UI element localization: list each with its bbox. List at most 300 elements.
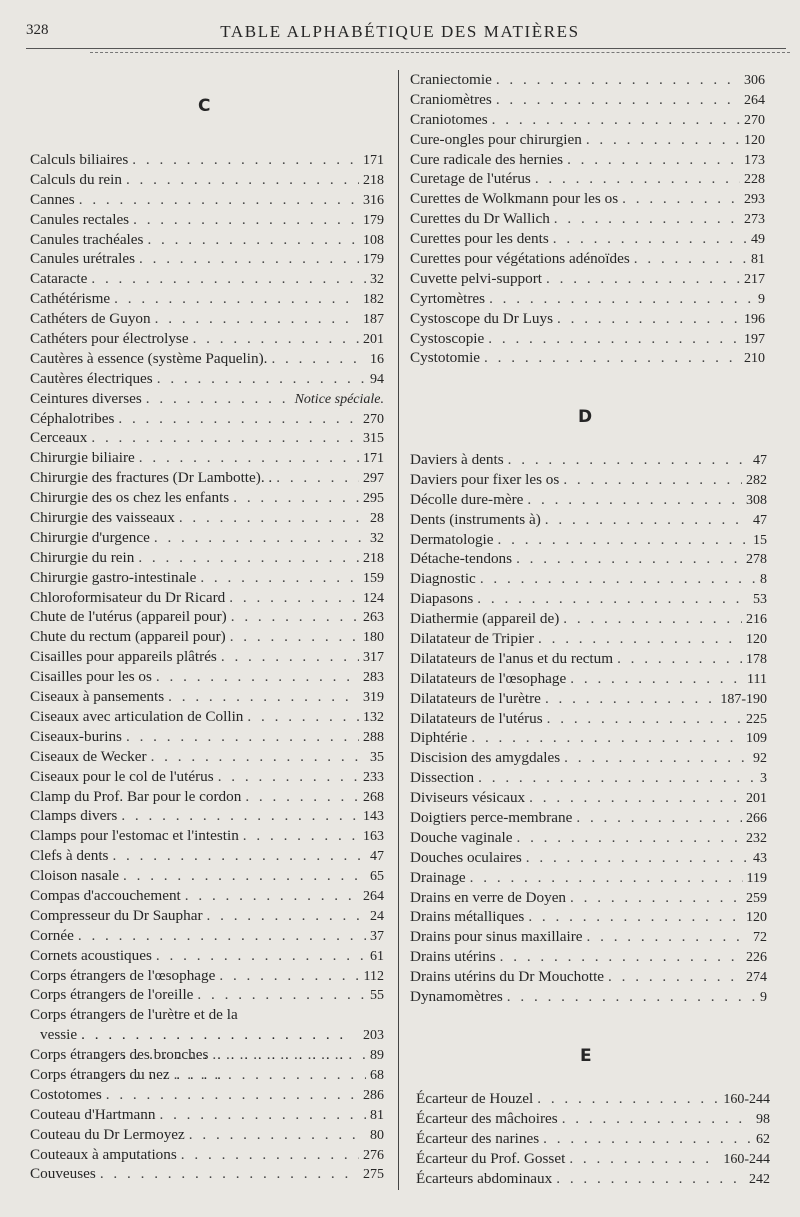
entry-label: Dermatologie: [410, 530, 494, 548]
index-entry: [30, 289, 384, 309]
leader-dots: [219, 966, 359, 986]
entry-page: 187: [363, 312, 384, 328]
entry-page: 286: [363, 1087, 384, 1103]
entry-label: Canules trachéales: [30, 230, 144, 248]
entry-page: 112: [363, 968, 384, 984]
leader-dots: [91, 269, 366, 289]
leader-dots: [245, 787, 359, 807]
leader-dots: [478, 768, 756, 788]
entry-page: 24: [370, 908, 384, 924]
entry-page: 203: [363, 1028, 384, 1044]
index-entry: [410, 888, 767, 908]
entry-page: 210: [744, 351, 765, 367]
entry-label: Douches oculaires: [410, 848, 522, 866]
index-entry: [30, 588, 384, 608]
entry-page: 160-244: [723, 1092, 770, 1107]
leader-dots: [132, 150, 359, 170]
entry-page: 171: [363, 153, 384, 168]
leader-dots: [516, 549, 742, 569]
index-entry: [410, 768, 767, 788]
leader-dots: [563, 470, 742, 490]
index-entry: [410, 348, 765, 368]
index-entry: [30, 170, 384, 190]
entry-page: 9: [760, 990, 767, 1006]
leader-dots: [181, 1145, 359, 1165]
entry-label: Drainage: [410, 868, 466, 886]
entry-label: Chirurgie d'urgence: [30, 528, 150, 546]
leader-dots: [156, 667, 359, 687]
leader-dots: [508, 450, 749, 470]
leader-dots: [634, 249, 747, 269]
entry-page: 315: [363, 431, 384, 447]
index-entry: [410, 629, 767, 649]
entry-page: 283: [363, 670, 384, 686]
leader-dots: [556, 1169, 745, 1189]
entry-page: 259: [746, 890, 767, 906]
entry-page: 9: [758, 291, 765, 307]
entry-label: Diphtérie: [410, 729, 468, 747]
entry-page: 49: [751, 232, 765, 248]
index-entry: [410, 868, 767, 888]
entry-page: 242: [749, 1171, 770, 1187]
leader-dots: [218, 767, 359, 787]
index-entry: [30, 1164, 384, 1184]
leader-dots: [154, 528, 366, 548]
entry-page: 187-190: [720, 691, 767, 707]
leader-dots: [156, 946, 366, 966]
entry-page: 61: [370, 948, 384, 964]
c-entries-right-list: [410, 70, 765, 368]
entry-label: Cathéters pour électrolyse: [30, 330, 189, 348]
leader-dots: [100, 1164, 359, 1184]
leader-dots: [112, 846, 366, 866]
entry-page: 15: [753, 532, 767, 548]
entry-label: Cure radicale des hernies: [410, 150, 564, 168]
entry-page: 62: [756, 1131, 770, 1147]
entry-page: 201: [363, 332, 384, 348]
index-entry: [30, 1045, 384, 1065]
index-entry: [410, 669, 767, 689]
index-entry: [410, 289, 765, 309]
index-entry: [410, 728, 767, 748]
entry-page: 124: [363, 590, 384, 606]
d-entries-list: [410, 450, 767, 1007]
entry-page: 317: [363, 650, 384, 666]
entry-label: Calculs biliaires: [30, 151, 129, 168]
entry-label: Compas d'accouchement: [30, 886, 181, 904]
leader-dots: [480, 569, 756, 589]
index-entry: [30, 389, 384, 409]
entry-label: Cystoscope du Dr Luys: [410, 309, 554, 327]
entry-label: Dilatateurs de l'œsophage: [410, 669, 567, 687]
index-entry: [410, 907, 767, 927]
index-entry: [30, 1145, 384, 1165]
index-entry: [410, 848, 767, 868]
index-entry: [416, 1129, 770, 1149]
entry-label: Compresseur du Dr Sauphar: [30, 906, 203, 924]
index-entry: [410, 510, 767, 530]
entry-page: 180: [363, 630, 384, 646]
entry-page: 275: [363, 1167, 384, 1183]
entry-page: 53: [753, 592, 767, 608]
entry-page: 120: [746, 910, 767, 926]
entry-label: Écarteur des narines: [416, 1129, 540, 1147]
index-entry: [410, 189, 765, 209]
entry-page: 171: [363, 451, 384, 467]
leader-dots: [496, 90, 740, 110]
entry-page: 270: [744, 112, 765, 128]
entry-label: Cathétérisme: [30, 290, 111, 308]
entry-page: 196: [744, 311, 765, 327]
entry-label: Clamp du Prof. Bar pour le cordon: [30, 787, 242, 805]
section-letter-d: D: [578, 407, 594, 427]
leader-dots: [537, 1089, 719, 1109]
entry-label: Décolle dure-mère: [410, 490, 524, 508]
entry-label: Drains pour sinus maxillaire: [410, 928, 583, 946]
entry-page: 316: [363, 192, 384, 208]
leader-dots: [231, 607, 359, 627]
entry-label: Cure-ongles pour chirurgien: [410, 130, 582, 148]
index-entry: [30, 568, 384, 588]
index-entry: [30, 866, 384, 886]
entry-label: Diathermie (appareil de): [410, 610, 560, 628]
entry-page: 225: [746, 711, 767, 727]
entry-label: Dilatateurs de l'urètre: [410, 689, 541, 707]
entry-label: Écarteur des mâchoires: [416, 1109, 558, 1127]
leader-dots: [179, 508, 366, 528]
leader-dots: [526, 848, 749, 868]
index-entry: [30, 1125, 384, 1145]
entry-page: 270: [363, 411, 384, 427]
leader-dots: [126, 170, 359, 190]
index-entry: [30, 627, 384, 647]
index-entry: [30, 727, 384, 747]
entry-label: Diviseurs vésicaux: [410, 789, 526, 807]
entry-page: 81: [751, 252, 765, 268]
page-title: TABLE ALPHABÉTIQUE DES MATIÈRES: [220, 22, 580, 41]
index-entry: [410, 150, 765, 170]
index-entry: [30, 647, 384, 667]
entry-page: 297: [363, 471, 384, 487]
entry-page: 80: [370, 1127, 384, 1143]
index-entry: [30, 349, 384, 369]
entry-label: Couveuses: [30, 1165, 96, 1183]
leader-dots: [200, 568, 359, 588]
leader-dots: [567, 150, 740, 170]
entry-label: Cystoscopie: [410, 329, 485, 347]
entry-page: 233: [363, 769, 384, 785]
entry-page: 278: [746, 552, 767, 568]
leader-dots: [185, 886, 359, 906]
index-entry: [410, 470, 767, 490]
leader-dots: [147, 230, 359, 250]
leader-dots: [608, 967, 742, 987]
entry-page: 197: [744, 331, 765, 347]
index-entry: [410, 808, 767, 828]
leader-dots: [118, 409, 359, 429]
leader-dots: [126, 727, 359, 747]
leader-dots: [233, 488, 359, 508]
index-entry: [30, 767, 384, 787]
entry-page: 109: [746, 731, 767, 747]
entry-page: 226: [746, 950, 767, 966]
entry-page: 288: [363, 729, 384, 745]
leader-dots: [276, 468, 359, 488]
index-entry: [410, 549, 767, 569]
entry-label: Diagnostic: [410, 570, 476, 588]
leader-dots: [159, 1105, 366, 1125]
entry-page: 132: [363, 709, 384, 725]
index-entry: [410, 987, 767, 1007]
leader-dots: [554, 209, 740, 229]
index-entry: [30, 329, 384, 349]
leader-dots: [212, 1045, 366, 1065]
entry-page: 28: [370, 511, 384, 527]
entry-label: Corps étrangers du nez: [30, 1065, 170, 1083]
index-entry: [30, 230, 384, 250]
leader-dots: [528, 907, 742, 927]
entry-page: 179: [363, 212, 384, 228]
leader-dots: [139, 448, 359, 468]
index-entry: [30, 985, 384, 1005]
entry-label: Doigtiers perce-membrane: [410, 809, 573, 827]
entry-label: Cautères à essence (système Paquelin).: [30, 349, 268, 367]
entry-page: 8: [760, 572, 767, 588]
entry-page: 159: [363, 570, 384, 586]
leader-dots: [189, 1125, 366, 1145]
leader-dots: [151, 747, 366, 767]
entry-label: Dents (instruments à): [410, 510, 541, 528]
entry-page: 306: [744, 73, 765, 88]
entry-page: 119: [746, 870, 767, 886]
entry-label-line1: Corps étrangers de l'urètre et de la: [30, 1006, 238, 1024]
entry-label: Chute de l'utérus (appareil pour): [30, 608, 227, 626]
index-entry: [30, 210, 384, 230]
leader-dots: [133, 210, 359, 230]
entry-label: Cuvette pelvi-support: [410, 269, 543, 287]
entry-label: Clamps pour l'estomac et l'intestin: [30, 827, 239, 845]
entry-page: 108: [363, 232, 384, 248]
entry-page: 276: [363, 1147, 384, 1163]
entry-page: 120: [744, 132, 765, 148]
index-entry: [30, 926, 384, 946]
entry-label: Cisailles pour appareils plâtrés: [30, 648, 217, 666]
e-entries-list: [416, 1089, 770, 1188]
index-entry: [30, 787, 384, 807]
index-entry: [30, 946, 384, 966]
index-entry: [30, 309, 384, 329]
entry-label: Craniomètres: [410, 90, 492, 108]
entry-label: Chirurgie des vaisseaux: [30, 509, 175, 527]
entry-label: Ciseaux de Wecker: [30, 747, 147, 765]
index-entry: [410, 490, 767, 510]
entry-page: 308: [746, 492, 767, 508]
entry-page: 81: [370, 1107, 384, 1123]
leader-dots: [106, 1085, 359, 1105]
entry-label: Corps étrangers de l'œsophage: [30, 966, 216, 984]
index-entry: [30, 528, 384, 548]
entry-label: Détache-tendons: [410, 550, 513, 568]
leader-dots: [271, 349, 366, 369]
entry-page: 47: [753, 512, 767, 528]
right-column-e: [416, 1089, 770, 1188]
index-entry: [410, 110, 765, 130]
entry-label: Chirurgie biliaire: [30, 449, 135, 467]
index-entry: [30, 190, 384, 210]
index-entry: [30, 846, 384, 866]
index-entry: [410, 689, 767, 709]
entry-label: Curettes pour les dents: [410, 230, 549, 248]
entry-label: Chute du rectum (appareil pour): [30, 628, 226, 646]
index-entry: [410, 788, 767, 808]
leader-dots: [564, 748, 749, 768]
index-entry: [30, 269, 384, 289]
header-rule-dashed: [90, 52, 790, 53]
leader-dots: [470, 868, 743, 888]
index-entry: [30, 1065, 384, 1085]
leader-dots: [587, 927, 749, 947]
entry-label: Cornée: [30, 926, 74, 944]
index-entry: [410, 309, 765, 329]
entry-page: 120: [746, 632, 767, 648]
entry-page: 68: [370, 1067, 384, 1083]
entry-label: Dilatateurs de l'utérus: [410, 709, 543, 727]
leader-dots: [79, 190, 359, 210]
entry-page: 32: [370, 530, 384, 546]
entry-label: Chirurgie du rein: [30, 548, 135, 566]
leader-dots: [553, 229, 747, 249]
leader-dots: [569, 1149, 719, 1169]
page-header: [26, 22, 774, 50]
index-entry: [30, 488, 384, 508]
entry-page: 218: [363, 550, 384, 566]
entry-page: 72: [753, 930, 767, 946]
leader-dots: [492, 110, 740, 130]
leader-dots: [546, 269, 740, 289]
index-entry: [30, 150, 384, 170]
entry-page: 16: [370, 351, 384, 367]
leader-dots: [535, 169, 740, 189]
entry-label: Cathéters de Guyon: [30, 310, 151, 328]
entry-label: Écarteur du Prof. Gosset: [416, 1149, 566, 1167]
entry-page: 3: [760, 771, 767, 787]
entry-page: 264: [363, 888, 384, 904]
leader-dots: [139, 249, 359, 269]
index-entry: [410, 530, 767, 550]
leader-dots: [570, 888, 742, 908]
entry-page: 163: [363, 829, 384, 845]
index-entry: [410, 229, 765, 249]
column-divider: [398, 70, 399, 1190]
entry-label: Clefs à dents: [30, 847, 109, 865]
leader-dots: [247, 707, 359, 727]
entry-page: 92: [753, 751, 767, 767]
entry-page: 216: [746, 612, 767, 628]
index-entry: [30, 1005, 384, 1045]
entry-page: 182: [363, 292, 384, 308]
entry-page: 228: [744, 172, 765, 188]
c-entries-list: [30, 150, 384, 1005]
entry-label: Ciseaux avec articulation de Collin: [30, 707, 244, 725]
index-entry: [410, 329, 765, 349]
entry-label: Chirurgie gastro-intestinale: [30, 568, 197, 586]
index-entry: [410, 70, 765, 90]
entry-label: Chirurgie des fractures (Dr Lambotte). .: [30, 469, 273, 487]
index-entry: [410, 828, 767, 848]
entry-label: Écarteur de Houzel: [416, 1090, 534, 1107]
index-entry: [30, 826, 384, 846]
index-entry: [410, 649, 767, 669]
entry-label: Ceintures diverses: [30, 389, 142, 407]
leader-dots: [123, 866, 366, 886]
entry-label: Curetage de l'utérus: [410, 170, 531, 188]
index-entry: [30, 428, 384, 448]
leader-dots: [527, 490, 742, 510]
index-entry: [30, 369, 384, 389]
entry-label: Ciseaux-burins: [30, 727, 122, 745]
entry-label: Dissection: [410, 769, 475, 787]
entry-page: 178: [746, 651, 767, 667]
entry-label: Écarteurs abdominaux: [416, 1169, 553, 1187]
entry-label: Daviers pour fixer les os: [410, 470, 560, 488]
entry-page: 32: [370, 272, 384, 288]
right-column-c-continued: [410, 70, 765, 368]
leader-dots: [121, 806, 359, 826]
entry-label: Cautères électriques: [30, 369, 153, 387]
leader-dots: [586, 130, 740, 150]
index-entry: [410, 748, 767, 768]
entry-label: Couteaux à amputations: [30, 1145, 177, 1163]
entry-label: Diapasons: [410, 590, 474, 608]
leader-dots: [230, 627, 359, 647]
entry-page: 179: [363, 252, 384, 268]
entry-label: Canules urétrales: [30, 250, 136, 268]
entry-label: Daviers à dents: [410, 451, 504, 468]
index-entry: [410, 709, 767, 729]
index-entry: [410, 450, 767, 470]
entry-page: 65: [370, 869, 384, 885]
index-entry: [30, 508, 384, 528]
entry-page: 218: [363, 172, 384, 188]
index-entry: [30, 409, 384, 429]
entry-page: 293: [744, 192, 765, 208]
c-entries-list-continued: [30, 1045, 384, 1184]
leader-dots: [91, 428, 359, 448]
index-entry: [30, 468, 384, 488]
entry-label: Couteau du Dr Lermoyez: [30, 1125, 185, 1143]
entry-label: Canules rectales: [30, 210, 130, 228]
leader-dots: [543, 1129, 752, 1149]
entry-page: 94: [370, 371, 384, 387]
entry-label: Douche vaginale: [410, 828, 513, 846]
index-entry: [416, 1169, 770, 1189]
leader-dots: [547, 709, 742, 729]
leader-dots: [488, 329, 740, 349]
index-entry: [410, 609, 767, 629]
entry-label: Cyrtomètres: [410, 289, 486, 307]
page-number: 328: [26, 22, 49, 38]
entry-page: 43: [753, 850, 767, 866]
index-entry: [30, 607, 384, 627]
leader-dots: [622, 189, 740, 209]
entry-page: 319: [363, 690, 384, 706]
leader-dots: [529, 788, 742, 808]
entry-page: 295: [363, 491, 384, 507]
leader-dots: [197, 985, 366, 1005]
leader-dots: [168, 687, 359, 707]
entry-page: 263: [363, 610, 384, 626]
leader-dots: [471, 728, 742, 748]
